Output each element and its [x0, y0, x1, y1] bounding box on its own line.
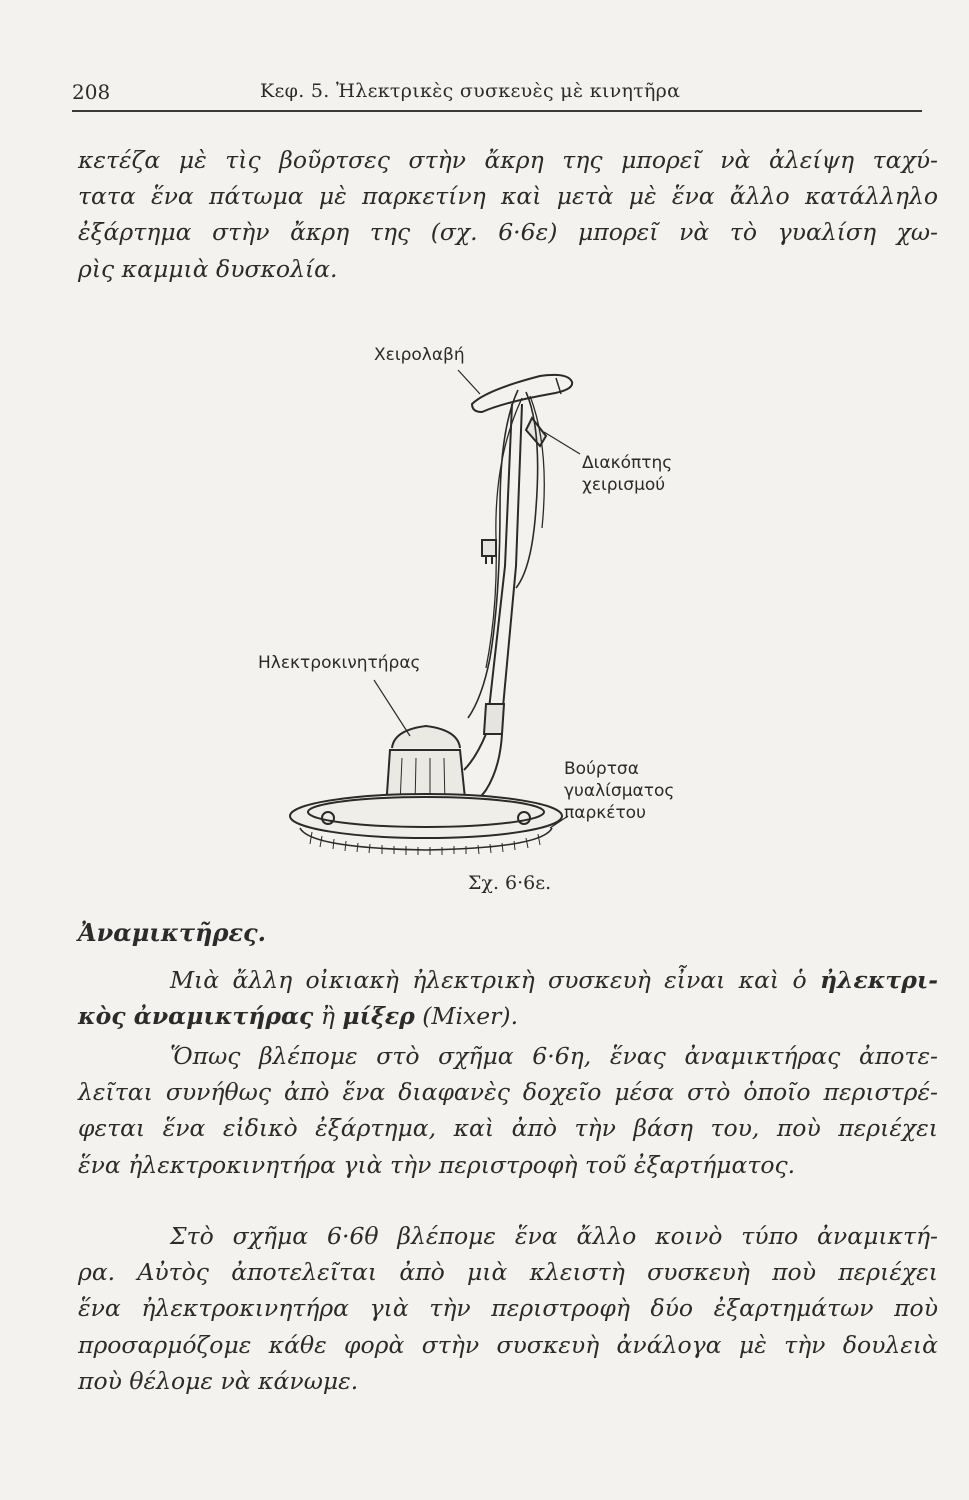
label-brush-line1: Βούρτσα — [564, 759, 639, 779]
label-switch-line1: Διακόπτης — [582, 453, 673, 473]
text-line: λεῖται συνήθως ἀπὸ ἕνα διαφανὲς δοχεῖο μέσα στὸ ὁποῖο περιστρέ- — [78, 1078, 938, 1107]
text-line: φεται ἕνα εἰδικὸ ἐξάρτημα, καὶ ἀπὸ τὴν βάση του, ποὺ περιέχει — [78, 1114, 938, 1143]
text-line: ἐξάρτημα στὴν ἄκρη της (σχ. 6·6ε) μπορεῖ νὰ τὸ γυαλίση χω- — [78, 218, 938, 247]
floor-polisher-figure — [250, 338, 720, 878]
text-line: προσαρμόζομε κάθε φορὰ στὴν συσκευὴ ἀνάλογα μὲ τὴν δουλειὰ — [78, 1330, 938, 1359]
paragraph-2 — [78, 1038, 938, 1183]
label-switch — [582, 452, 672, 496]
text-line: τατα ἕνα πάτωμα μὲ παρκετίνη καὶ μετὰ μὲ ἕνα ἄλλο κατάλληλο — [78, 182, 938, 211]
text-run: (Mixer). — [414, 1002, 519, 1031]
text-line: ἕνα ἠλεκτροκινητήρα γιὰ τὴν περιστροφὴ δύο ἐξαρτημάτων ποὺ — [78, 1294, 938, 1323]
text-line — [78, 962, 938, 998]
section-title: Ἀναμικτῆρες. — [78, 918, 267, 947]
page-number: 208 — [72, 80, 111, 104]
paragraph-3 — [78, 1218, 938, 1399]
text-line: Ὅπως βλέπομε στὸ σχῆμα 6·6η, ἕνας ἀναμικτήρας ἀποτε- — [170, 1042, 938, 1070]
emphasis-term: μίξερ — [342, 1002, 415, 1031]
label-handle: Χειρολαβή — [374, 345, 465, 365]
label-brush-line2: γυαλίσματος — [564, 781, 675, 801]
running-head: Κεφ. 5. Ἠλεκτρικὲς συσκευὲς μὲ κινητῆρα — [260, 80, 681, 102]
text-line: ρὶς καμμιὰ δυσκολία. — [78, 254, 338, 283]
label-switch-line2: χειρισμού — [582, 475, 666, 495]
text-run: Μιὰ ἄλλη οἰκιακὴ ἠλεκτρικὴ συσκευὴ εἶναι καὶ ὁ — [170, 966, 820, 994]
text-line — [78, 998, 938, 1034]
text-line: κετέζα μὲ τὶς βοῦρτσες στὴν ἄκρη της μπορεῖ νὰ ἀλείψη ταχύ- — [78, 146, 938, 174]
page-header — [72, 78, 922, 112]
paragraph-1 — [78, 962, 938, 1034]
intro-paragraph — [78, 142, 938, 287]
label-brush — [564, 758, 674, 824]
text-line: ρα. Αὐτὸς ἀποτελεῖται ἀπὸ μιὰ κλειστὴ συσκευὴ ποὺ περιέχει — [78, 1258, 938, 1287]
text-line: ἕνα ἠλεκτροκινητήρα γιὰ τὴν περιστροφὴ τοῦ ἐξαρτήματος. — [78, 1150, 796, 1179]
label-motor: Ηλεκτροκινητήρας — [258, 653, 421, 673]
label-brush-line3: παρκέτου — [564, 803, 646, 823]
text-line: Στὸ σχῆμα 6·6θ βλέπομε ἕνα ἄλλο κοινὸ τύπο ἀναμικτή- — [170, 1222, 938, 1250]
text-line: ποὺ θέλομε νὰ κάνωμε. — [78, 1366, 359, 1395]
text-run: ἢ — [313, 1002, 343, 1031]
figure-caption: Σχ. 6·6ε. — [468, 872, 552, 894]
emphasis-term: ἠλεκτρι- — [819, 966, 938, 994]
emphasis-term: κὸς ἀναμικτήρας — [78, 1002, 314, 1031]
